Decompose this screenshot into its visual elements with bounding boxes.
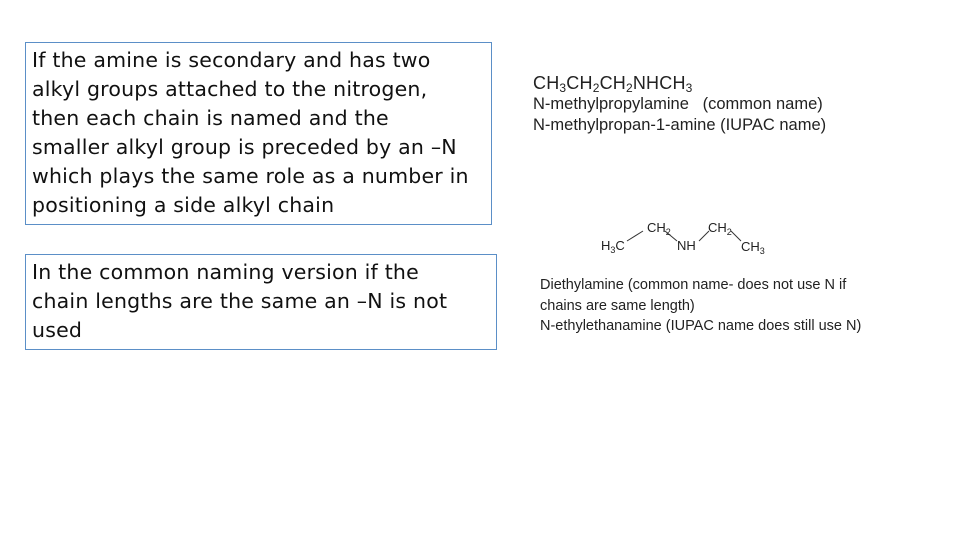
example-diethylamine <box>540 275 861 337</box>
diethylamine-line-3: N-ethylethanamine (IUPAC name does still use N) <box>540 318 862 334</box>
diethylamine-line-2: chains are same length) <box>540 297 695 314</box>
methyl-label-right: $CH_3$ <box>741 239 765 256</box>
methylene-label-right: $CH_2$ <box>708 220 732 237</box>
secondary-amine-rule-textbox: If the amine is secondary and has two alkyl groups attached to the nitrogen, then each chain is named and the smaller alkyl group is preceded by an –N which plays the same role as a number in positioning a side alkyl chain <box>25 42 492 225</box>
common-name-line: N-methylpropylamine (common name) <box>533 95 823 113</box>
iupac-name-line: N-methylpropan-1-amine (IUPAC name) <box>533 116 827 134</box>
condensed-formula: $CH_3CH_2CH_2NHCH_3$ <box>533 73 693 95</box>
methylene-label-left: $CH_2$ <box>647 220 671 237</box>
diethylamine-structure-diagram <box>595 214 775 260</box>
methyl-label-left: $H_3C$ <box>601 238 625 255</box>
diethylamine-line-1: Diethylamine (common name- does not use N if <box>540 277 847 293</box>
common-naming-rule-textbox: In the common naming version if the chain lengths are the same an –N is not used <box>25 254 497 350</box>
nh-label: NH <box>677 238 696 253</box>
example-methylpropylamine <box>533 72 826 136</box>
